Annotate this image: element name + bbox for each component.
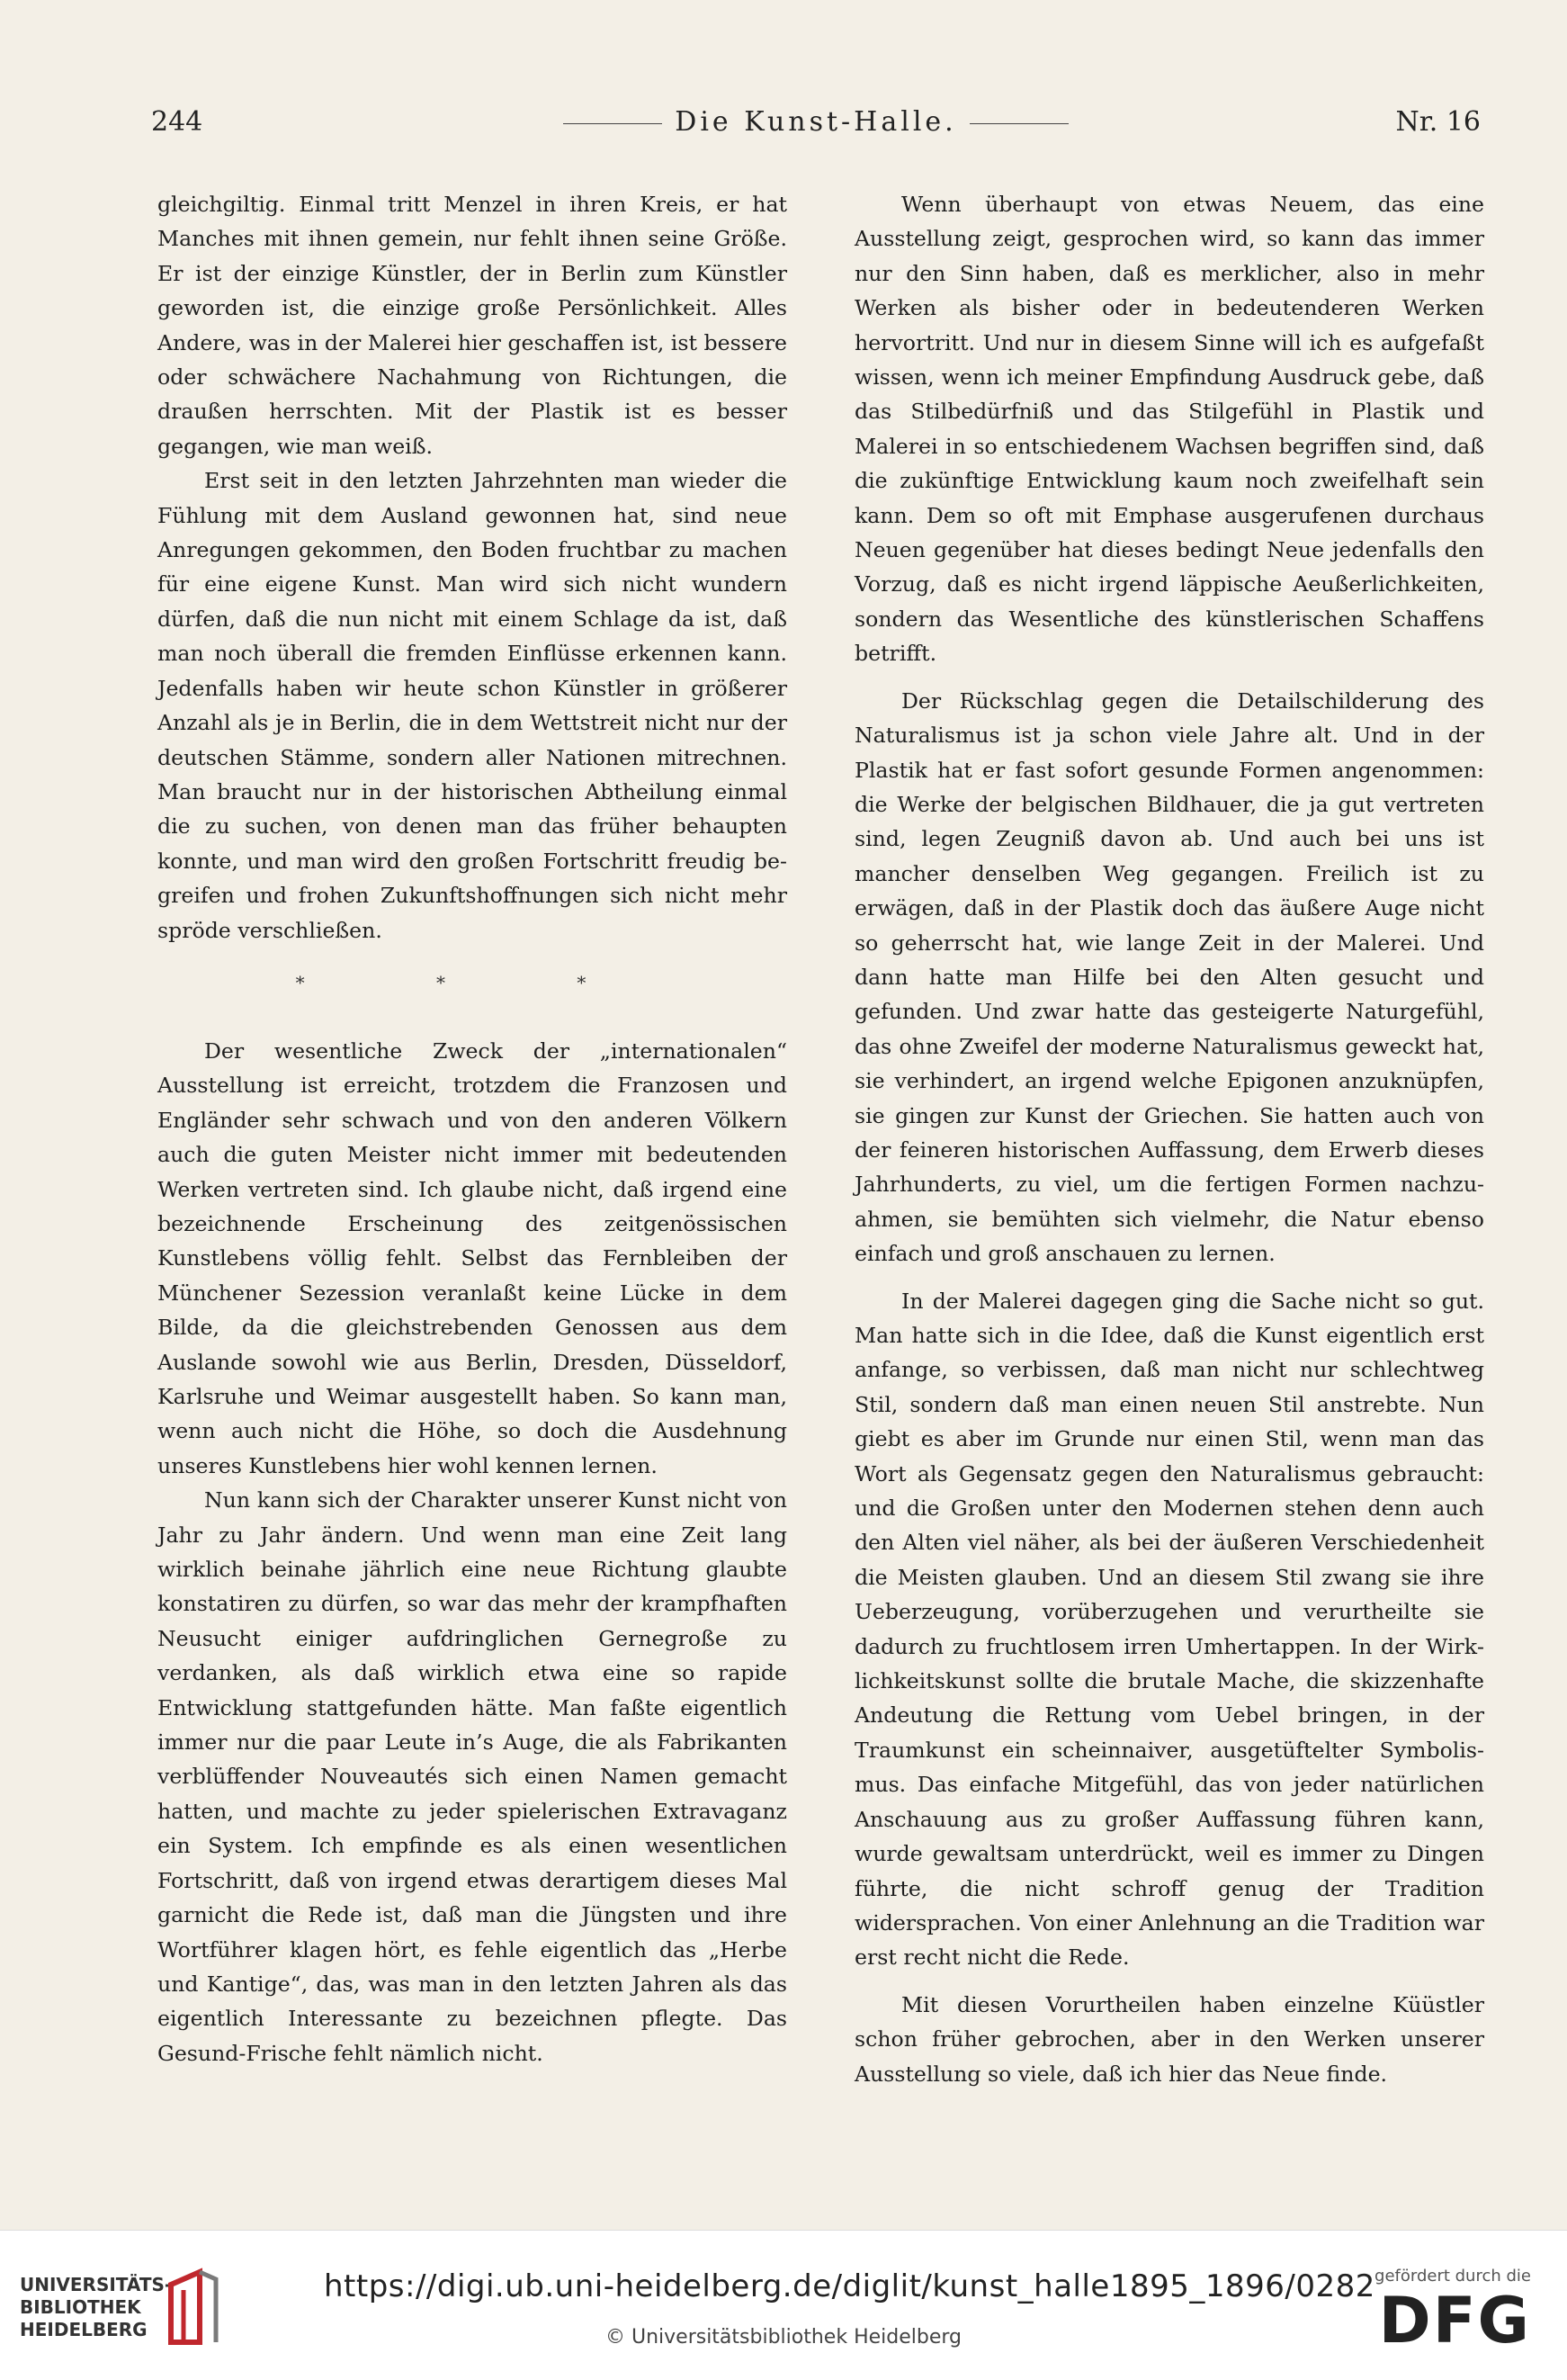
paragraph: Erst seit in den letzten Jahrzehnten man wieder die Fühlung mit dem Ausland gewonnen hat, sind neue Anregungen gekommen, den Boden fruchtbar zu machen für eine eigene Kunst. Man wird sich nicht wundern dürfen, daß die nun nicht mit einem Schlage da ist, daß man noch überall die fremden Einflüsse erkennen kann. Jedenfalls haben wir heute schon Künstler in größerer Anzahl als je in Berlin, die in dem Wettstreit nicht nur der deutschen Stämme, sondern aller Nationen mitrechnen. Man braucht nur in der historischen Abtheilung einmal die zu suchen, von denen man das früher behaupten konnte, und man wird den großen Fortschritt freudig begreifen und frohen Zukunftshoffnungen sich nicht mehr spröde verschließen. bbox=[157, 468, 787, 943]
running-title-wrapper bbox=[151, 106, 1481, 138]
section-separator: * * * bbox=[295, 971, 649, 993]
dfg-wordmark: DFG bbox=[1378, 2284, 1531, 2358]
paragraph: Nun kann sich der Charakter unserer Kunst nicht von Jahr zu Jahr ändern. Und wenn man eine Zeit lang wirklich beinahe jährlich eine neue Richtung glaubte konstatiren zu dürfen, so war das mehr der krampfhaften Neusucht einiger aufdringlichen Gernegroße zu verdanken, als daß wirklich etwa eine so rapide Entwicklung stattgefunden hätte. Man faßte eigentlich immer nur die paar Leute in’s Auge, die als Fabrikanten verblüffender Nouveautés sich einen Namen gemacht hatten, und machte zu jeder spielerischen Extravaganz ein System. Ich empfinde es als einen wesentlichen Fortschritt, daß von irgend etwas derartigem dieses Mal garnicht die Rede ist, daß man die Jüngsten und ihre Wortführer klagen hört, es fehle eigentlich das „Herbe und Kantige“, das, was man in den letzten Jahren als das eigentlich Interessante zu bezeichnen pflegte. Das Gesund-Frische fehlt nämlich nicht. bbox=[157, 1487, 787, 2066]
paragraph: Der wesentliche Zweck der „internationalen“ Ausstellung ist erreicht, trotzdem die Franzosen und Engländer sehr schwach und von den anderen Völkern auch die guten Meister nicht immer mit bedeutenden Werken vertreten sind. Ich glaube nicht, daß irgend eine bezeichnende Erscheinung des zeitgenössischen Kunstlebens völlig fehlt. Selbst das Fernbleiben der Münchener Sezession veranlaßt keine Lücke in dem Bilde, da die gleichstrebenden Genossen aus dem Auslande sowohl wie aus Berlin, Dresden, Düsseldorf, Karlsruhe und Weimar ausgestellt haben. So kann man, wenn auch nicht die Höhe, so doch die Ausdehnung unseres Kunstlebens hier wohl kennen lernen. bbox=[157, 1037, 787, 1478]
right-column bbox=[855, 187, 1484, 2122]
permalink-url[interactable]: https://digi.ub.uni-heidelberg.de/diglit/kunst_halle1895_1896/0282 bbox=[324, 2268, 1375, 2304]
university-name-line: HEIDELBERG bbox=[20, 2319, 148, 2340]
page-header bbox=[151, 106, 1481, 146]
paragraph: Mit diesen Vorurtheilen haben einzelne Küüstler schon früher gebrochen, aber in den Werken unserer Ausstellung so viele, daß ich hier das Neue finde. bbox=[855, 1991, 1484, 2087]
issue-number: Nr. 16 bbox=[1395, 106, 1481, 138]
left-column bbox=[157, 187, 787, 2122]
funding-note: gefördert durch die bbox=[1374, 2267, 1531, 2286]
copyright-notice: © Universitätsbibliothek Heidelberg bbox=[604, 2326, 962, 2349]
paragraph: Wenn überhaupt von etwas Neuem, das eine Ausstellung zeigt, gesprochen wird, so kann das immer nur den Sinn haben, daß es merklicher, also in mehr Werken als bisher oder in bedeutenderen Werken hervortritt. Und nur in diesem Sinne will ich es aufgefaßt wissen, wenn ich meiner Empfindung Ausdruck gebe, daß das Stilbedürfniß und das Stilgefühl in Plastik und Malerei in so entschiedenem Wachsen begriffen sind, daß die zukünftige Entwicklung kaum noch zweifelhaft sein kann. Dem so oft mit Emphase ausgerufenen durchaus Neuen gegenüber hat dieses bedingt Neue jedenfalls den Vorzug, daß es nicht irgend läppische Aeußerlichkeiten, sondern das Wesentliche des künstlerischen Schaffens betrifft. bbox=[855, 192, 1484, 667]
page-number: 244 bbox=[151, 106, 203, 138]
paragraph: In der Malerei dagegen ging die Sache nicht so gut. Man hatte sich in die Idee, daß die Kunst eigentlich erst anfange, so verbissen, daß man nicht nur schlechtweg Stil, sondern daß man einen neuen Stil anstrebte. Nun giebt es aber im Grunde nur einen Stil, wenn man das Wort als Gegensatz gegen den Naturalismus gebraucht: und die Großen unter den Modernen stehen denn auch den Alten viel näher, als bei der äußeren Verschiedenheit die Meisten glauben. Und an diesem Stil zwang sie ihre Ueberzeugung, vorüberzugehen und verurtheilte sie dadurch zu fruchtlosem irren Umhertappen. In der Wirklichkeitskunst sollte die brutale Mache, die skizzenhafte Andeutung die Rettung vom Uebel bringen, in der Traumkunst ein scheinnaiver, ausgetüftelter Symbolismus. Das einfache Mitgefühl, das von jeder natürlichen Anschauung aus zu großer Auffassung führen kann, wurde gewaltsam unterdrückt, weil es immer zu Dingen führte, die nicht schroff genug der Tradition widersprachen. Von einer Anlehnung an die Tradition war erst recht nicht die Rede. bbox=[855, 1288, 1484, 1971]
title-rule-left bbox=[563, 123, 662, 124]
paragraph: gleichgiltig. Einmal tritt Menzel in ihren Kreis, er hat Manches mit ihnen gemein, nur fehlt ihnen seine Größe. Er ist der einzige Künstler, der in Berlin zum Künstler geworden ist, die einzige große Persönlichkeit. Alles Andere, was in der Malerei hier geschaffen ist, ist bessere oder schwächere Nachahmung von Richtungen, die draußen herrschten. Mit der Plastik ist es besser gegangen, wie man weiß. bbox=[157, 192, 787, 459]
dfg-logo[interactable] bbox=[1360, 2267, 1531, 2366]
viewer-footer bbox=[0, 2230, 1567, 2380]
paragraph: Der Rückschlag gegen die Detailschilderung des Naturalismus ist ja schon viele Jahre alt. Und in der Plastik hat er fast sofort gesunde Formen angenommen: die Werke der belgischen Bildhauer, die ja gut vertreten sind, legen Zeugniß davon ab. Und auch bei uns ist mancher denselben Weg gegangen. Freilich ist zu erwägen, daß in der Plastik doch das äußere Auge nicht so geherrscht hat, wie lange Zeit in der Malerei. Und dann hatte man Hilfe bei den Alten gesucht und gefunden. Und zwar hatte das gesteigerte Naturgefühl, das ohne Zweifel der moderne Naturalismus geweckt hat, sie verhindert, an irgend welche Epigonen anzuknüpfen, sie gingen zur Kunst der Griechen. Sie hatten auch von der feineren historischen Auffassung, dem Erwerb dieses Jahrhunderts, zu viel, um die fertigen Formen nachzuahmen, sie bemühten sich vielmehr, die Natur ebenso einfach und groß anschauen zu lernen. bbox=[855, 687, 1484, 1267]
running-title: Die Kunst-Halle. bbox=[675, 106, 957, 138]
title-rule-right bbox=[970, 123, 1069, 124]
university-name-line: UNIVERSITÄTS- bbox=[20, 2274, 173, 2295]
university-name-line: BIBLIOTHEK bbox=[20, 2296, 141, 2318]
